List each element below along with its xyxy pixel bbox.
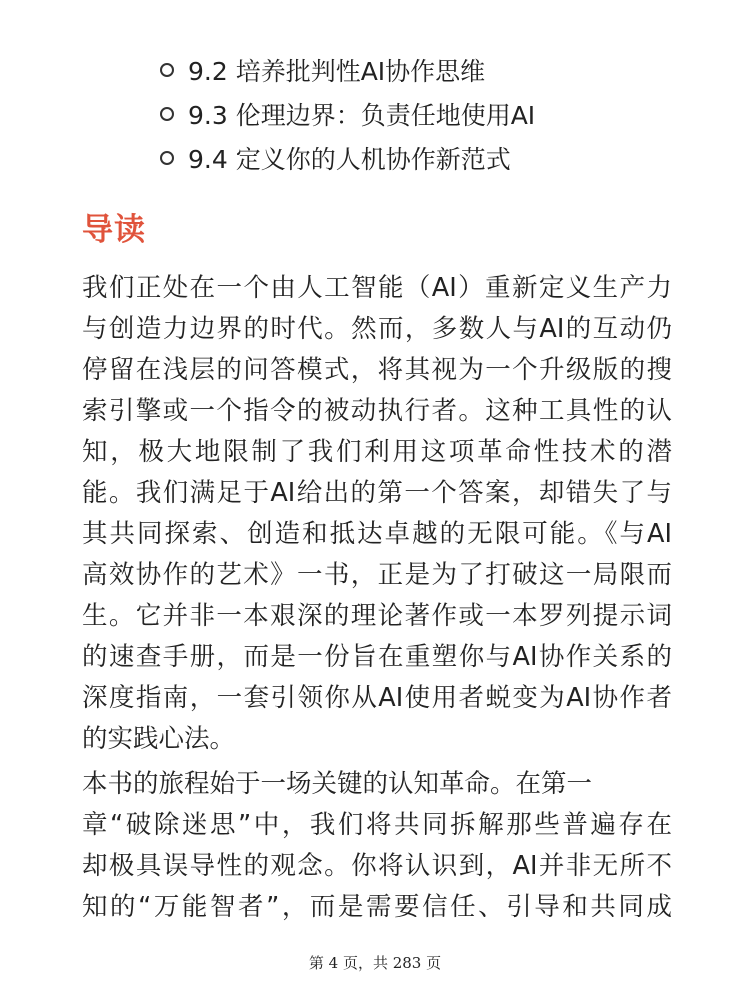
paragraph-line: 却极具误导性的观念。你将认识到，AI并非无所不 — [82, 851, 672, 881]
paragraph-line: 的实践心法。 — [82, 724, 236, 754]
toc-item[interactable] — [160, 92, 535, 136]
paragraph-line: 生。它并非一本艰深的理论著作或一本罗列提示词 — [82, 601, 672, 631]
body-paragraph — [82, 764, 672, 928]
paragraph-line: 其共同探索、创造和抵达卓越的无限可能。《与AI — [82, 519, 672, 549]
paragraph-line: 本书的旅程始于一场关键的认知革命。在第一 — [82, 769, 593, 799]
page-number-footer: 第 4 页，共 283 页 — [308, 954, 442, 972]
paragraph-line: 知的“万能智者”，而是需要信任、引导和共同成 — [82, 892, 672, 922]
paragraph-line: 我们正处在一个由人工智能（AI）重新定义生产力 — [82, 273, 672, 303]
toc-item[interactable] — [160, 48, 535, 92]
hollow-circle-bullet-icon — [160, 151, 174, 165]
paragraph-line: 能。我们满足于AI给出的第一个答案，却错失了与 — [82, 478, 672, 508]
toc-item-label: 9.3 伦理边界：负责任地使用AI — [188, 101, 536, 130]
table-of-contents-sublist — [160, 48, 535, 180]
toc-item-label: 9.4 定义你的人机协作新范式 — [188, 145, 511, 174]
paragraph-line: 停留在浅层的问答模式，将其视为一个升级版的搜 — [82, 355, 672, 385]
body-paragraph — [82, 268, 672, 760]
paragraph-line: 章“破除迷思”中，我们将共同拆解那些普遍存在 — [82, 810, 672, 840]
paragraph-line: 索引擎或一个指令的被动执行者。这种工具性的认 — [82, 396, 672, 426]
toc-item-label: 9.2 培养批判性AI协作思维 — [188, 57, 486, 86]
paragraph-line: 与创造力边界的时代。然而，多数人与AI的互动仍 — [82, 314, 672, 344]
paragraph-line: 的速查手册，而是一份旨在重塑你与AI协作关系的 — [82, 642, 672, 672]
paragraph-line: 深度指南，一套引领你从AI使用者蜕变为AI协作者 — [82, 683, 672, 713]
toc-item[interactable] — [160, 136, 535, 180]
section-heading: 导读 — [82, 212, 146, 248]
paragraph-line: 高效协作的艺术》一书，正是为了打破这一局限而 — [82, 560, 672, 590]
paragraph-line: 知，极大地限制了我们利用这项革命性技术的潜 — [82, 437, 672, 467]
hollow-circle-bullet-icon — [160, 63, 174, 77]
hollow-circle-bullet-icon — [160, 107, 174, 121]
